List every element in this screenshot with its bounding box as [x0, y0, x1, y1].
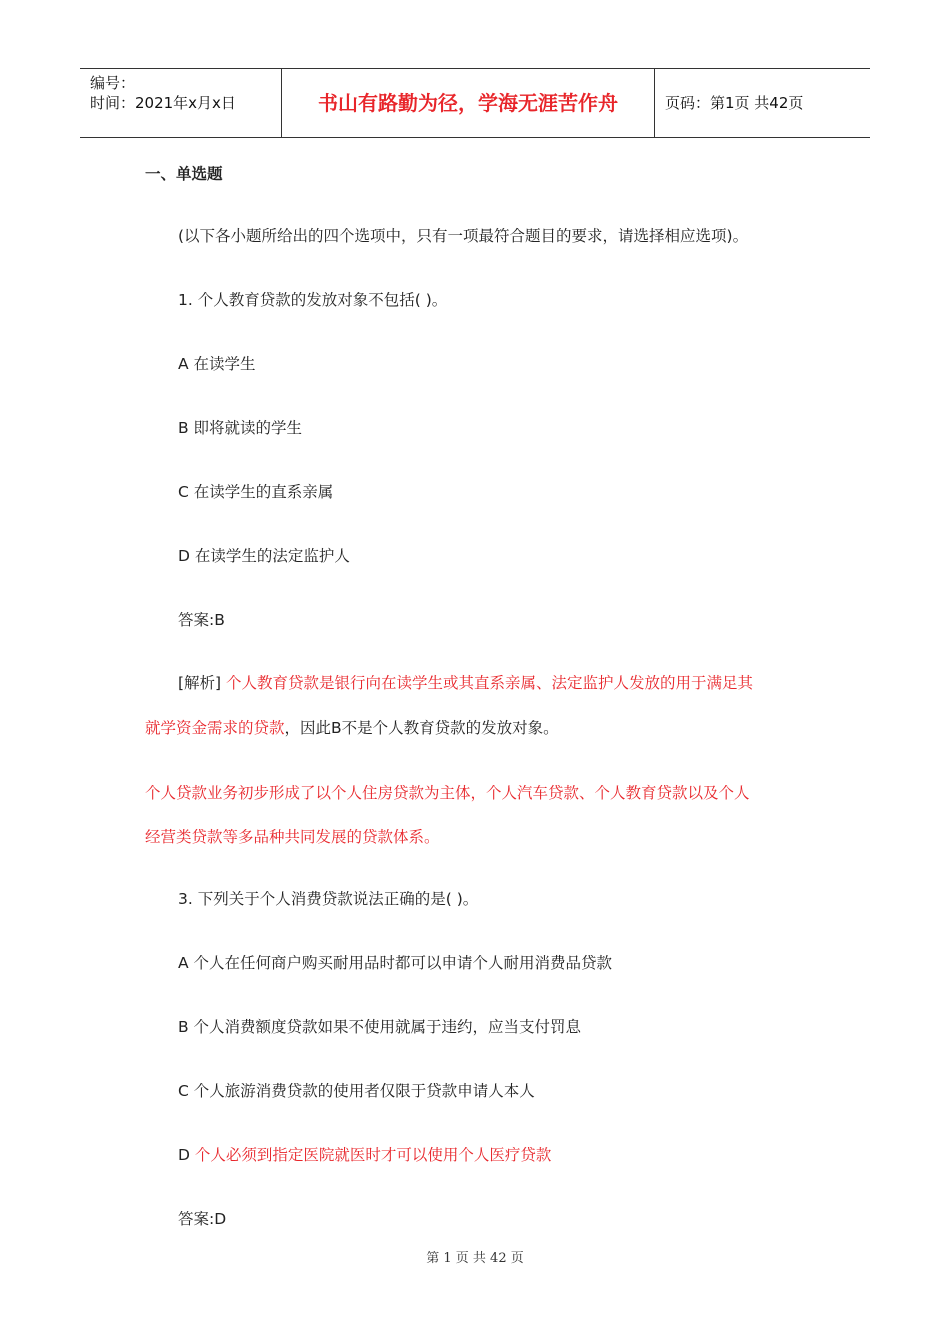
- page-footer: 第 1 页 共 42 页: [426, 1251, 524, 1266]
- date-label: 时间：2021年x月x日: [90, 94, 236, 112]
- q1-option-d: D 在读学生的法定监护人: [178, 547, 350, 565]
- question-3: 3. 下列关于个人消费贷款说法正确的是( )。: [178, 890, 479, 908]
- q1-option-b: B 即将就读的学生: [178, 419, 303, 437]
- header-meta: [90, 73, 236, 113]
- q3-answer: 答案:D: [178, 1210, 227, 1228]
- instructions: (以下各小题所给出的四个选项中，只有一项最符合题目的要求，请选择相应选项)。: [178, 227, 749, 245]
- q1-analysis-line2: [145, 716, 559, 738]
- analysis-highlight: 个人教育贷款是银行向在读学生或其直系亲属、法定监护人发放的用于满足其: [226, 674, 754, 692]
- q3-option-d: [178, 1143, 551, 1165]
- option-letter: D: [178, 1146, 195, 1164]
- header-motto: 书山有路勤为径，学海无涯苦作舟: [318, 91, 618, 115]
- q3-option-b: B 个人消费额度贷款如果不使用就属于违约，应当支付罚息: [178, 1018, 582, 1036]
- q1-option-a: A 在读学生: [178, 355, 256, 373]
- analysis-text: ，因此B不是个人教育贷款的发放对象。: [284, 719, 559, 737]
- q1-option-c: C 在读学生的直系亲属: [178, 483, 334, 501]
- question-1: 1. 个人教育贷款的发放对象不包括( )。: [178, 291, 448, 309]
- header-page-info: 页码：第1页 共42页: [665, 94, 804, 112]
- page-header: [80, 68, 870, 138]
- section-title: 一、单选题: [145, 165, 223, 183]
- serial-number-label: 编号：: [90, 74, 136, 92]
- note-line2: 经营类贷款等多品种共同发展的贷款体系。: [145, 828, 440, 846]
- analysis-highlight: 就学资金需求的贷款: [145, 719, 285, 737]
- note-line1: 个人贷款业务初步形成了以个人住房贷款为主体，个人汽车贷款、个人教育贷款以及个人: [145, 784, 750, 802]
- option-text-highlight: 个人必须到指定医院就医时才可以使用个人医疗贷款: [194, 1146, 552, 1164]
- q1-analysis-line1: [178, 671, 753, 693]
- q3-option-c: C 个人旅游消费贷款的使用者仅限于贷款申请人本人: [178, 1082, 535, 1100]
- header-divider: [654, 69, 655, 137]
- analysis-label: [解析]: [178, 674, 227, 692]
- q1-answer: 答案:B: [178, 611, 225, 629]
- q3-option-a: A 个人在任何商户购买耐用品时都可以申请个人耐用消费品贷款: [178, 954, 613, 972]
